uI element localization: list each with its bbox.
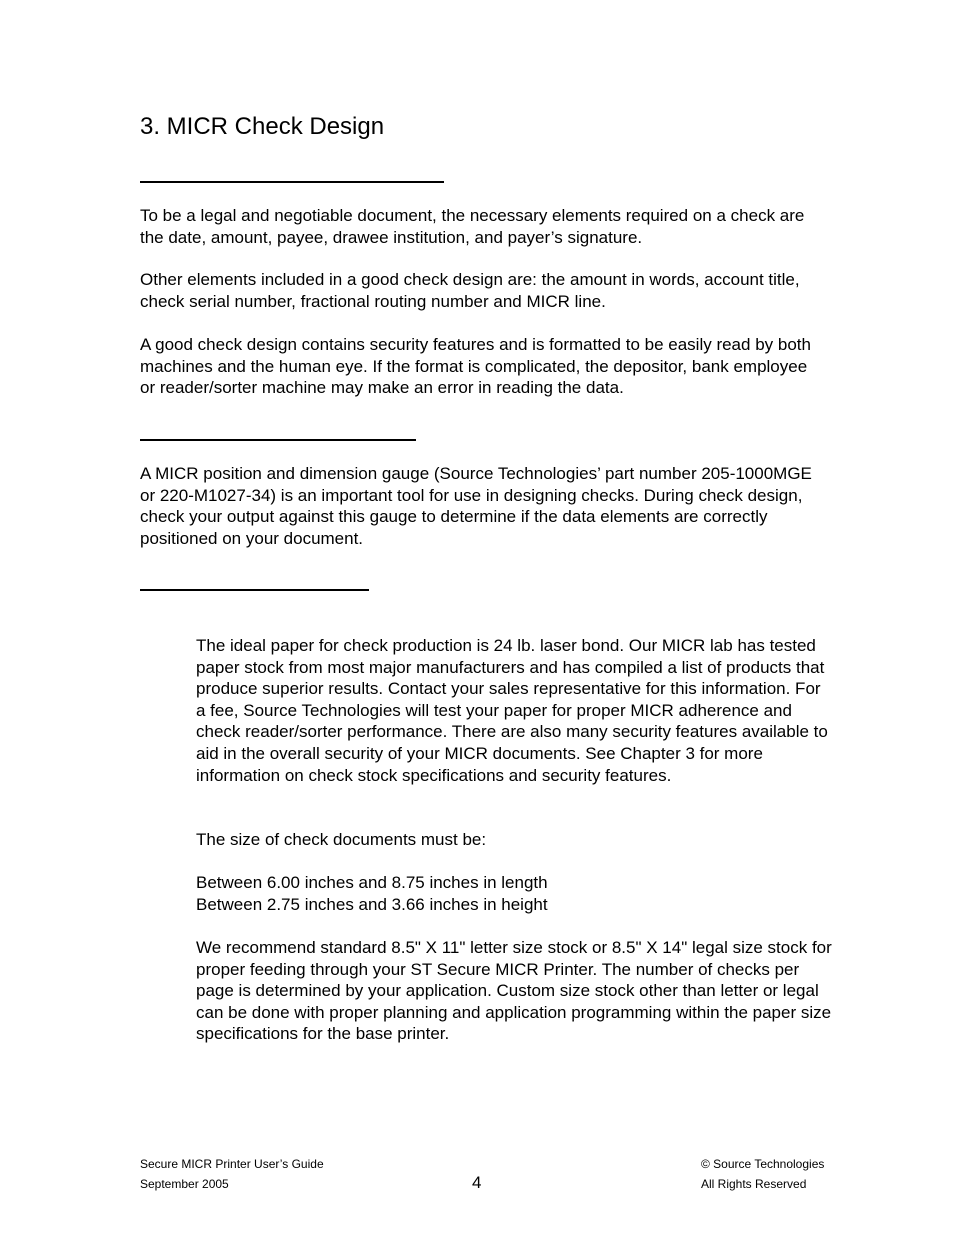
heading-rule-3 [140,589,369,591]
text-line: The ideal paper for check production is 24 lb. laser bond. Our MICR lab has tested [196,636,816,655]
text-line: specifications for the base printer. [196,1024,450,1044]
text-line: To be a legal and negotiable document, the necessary elements required on a check are [140,206,805,225]
paragraph-other-elements [140,269,800,312]
footer-date: September 2005 [140,1177,229,1191]
footer-left [140,1154,324,1194]
heading-rule-1 [140,181,444,183]
paragraph-ideal-paper [196,635,828,786]
text-line: the date, amount, payee, drawee institution, and payer’s signature. [140,227,643,247]
paragraph-recommend-stock [196,937,832,1045]
footer-copyright: © Source Technologies [701,1157,825,1171]
text-line: page is determined by your application. Custom size stock other than letter or legal [196,981,819,1001]
text-line: proper feeding through your ST Secure MICR Printer. The number of checks per [196,959,800,979]
paragraph-security-format [140,334,811,399]
text-line: positioned on your document. [140,528,364,548]
text-line: Between 2.75 inches and 3.66 inches in height [196,894,548,914]
text-line: Between 6.00 inches and 8.75 inches in length [196,873,548,892]
text-line: We recommend standard 8.5" X 11" letter size stock or 8.5" X 14" legal size stock for [196,938,832,957]
text-line: information on check stock specifications and security features. [196,765,672,785]
heading-rule-2 [140,439,416,441]
text-line: a fee, Source Technologies will test your paper for proper MICR adherence and [196,700,792,720]
footer-rights: All Rights Reserved [701,1177,807,1191]
text-line: check reader/sorter performance. There are also many security features available to [196,722,828,742]
text-line: A MICR position and dimension gauge (Source Technologies’ part number 205-1000MGE [140,464,812,483]
paragraph-size-intro [196,829,486,851]
footer-right [701,1154,824,1194]
section-title: 3. MICR Check Design [140,113,385,140]
footer-guide-title: Secure MICR Printer User’s Guide [140,1157,324,1171]
text-line: paper stock from most major manufacturers and has compiled a list of products that [196,657,825,677]
text-line: can be done with proper planning and application programming within the paper size [196,1002,832,1022]
paragraph-legal-elements [140,205,804,248]
text-line: The size of check documents must be: [196,830,487,849]
text-line: produce superior results. Contact your sales representative for this information. For [196,679,821,699]
text-line: or reader/sorter machine may make an error in reading the data. [140,378,624,398]
paragraph-gauge [140,463,812,549]
text-line: check your output against this gauge to determine if the data elements are correctly [140,507,768,527]
text-line: Other elements included in a good check design are: the amount in words, account title, [140,270,800,289]
text-line: machines and the human eye. If the format is complicated, the depositor, bank employee [140,356,808,376]
paragraph-size-ranges [196,872,548,915]
text-line: or 220-M1027-34) is an important tool for use in designing checks. During check design, [140,485,803,505]
text-line: check serial number, fractional routing number and MICR line. [140,291,606,311]
page-number: 4 [472,1173,482,1192]
text-line: A good check design contains security features and is formatted to be easily read by both [140,335,811,354]
text-line: aid in the overall security of your MICR documents. See Chapter 3 for more [196,743,763,763]
